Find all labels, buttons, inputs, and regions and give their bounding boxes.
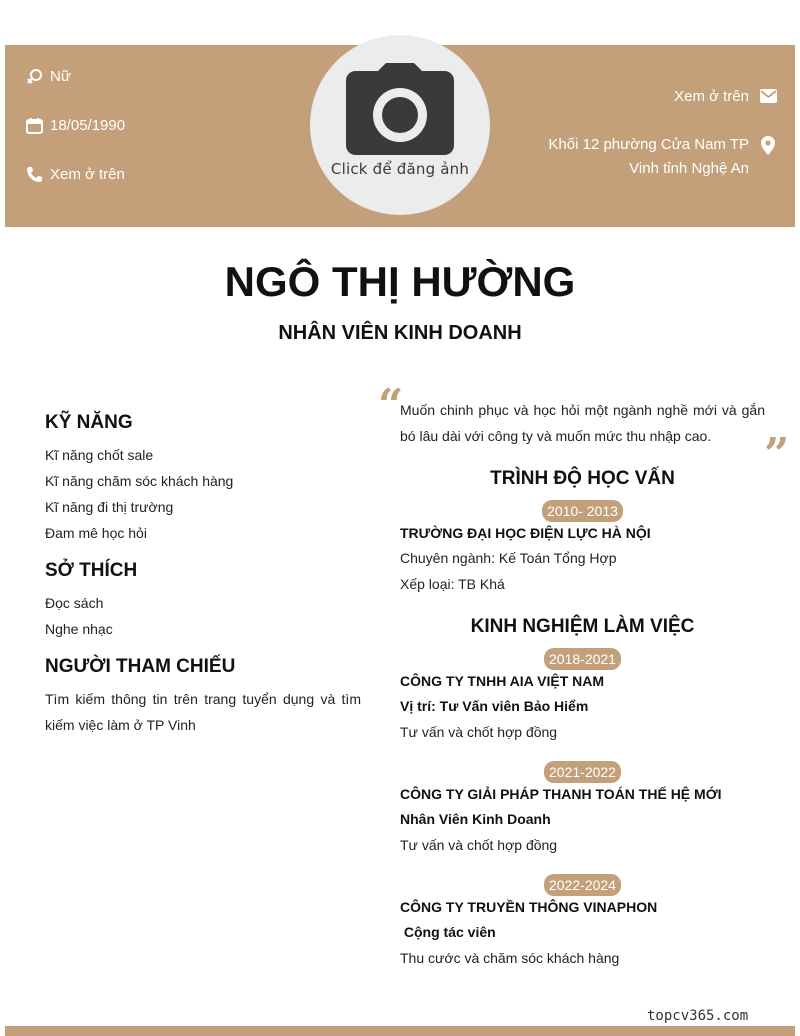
list-item: Nghe nhạc: [45, 621, 113, 637]
phone-row: [25, 165, 125, 183]
watermark: topcv365.com: [647, 1008, 749, 1024]
hobbies-section: [45, 560, 361, 642]
envelope-icon: [759, 87, 777, 105]
references-text: Tìm kiếm thông tin trên trang tuyển dụng và tìm kiếm việc làm ở TP Vinh: [45, 691, 361, 733]
experience-heading: KINH NGHIỆM LÀM VIỆC: [470, 616, 695, 637]
address-line-1: Khối 12 phường Cửa Nam TP: [548, 136, 749, 153]
candidate-name: NGÔ THỊ HƯỜNG: [224, 258, 576, 305]
list-item: Kĩ năng đi thị trường: [45, 499, 174, 515]
list-item: Đam mê học hỏi: [45, 525, 147, 541]
left-column: [45, 412, 361, 752]
job-duty: Tư vấn và chốt hợp đồng: [400, 837, 558, 853]
birthday-value: 18/05/1990: [50, 116, 126, 134]
job-period-badge: 2021-2022: [544, 761, 621, 783]
job-period-badge: 2018-2021: [544, 648, 621, 670]
hobbies-list: [45, 590, 361, 642]
birthday-row: [25, 116, 125, 134]
candidate-title: NHÂN VIÊN KINH DOANH: [278, 322, 522, 344]
references-section: [45, 656, 361, 738]
gender-row: [25, 67, 71, 85]
gender-icon: [25, 67, 43, 85]
education-period-row: [400, 500, 765, 522]
job-duty: Thu cước và chăm sóc khách hàng: [400, 950, 620, 966]
footer-band: [5, 1026, 795, 1036]
list-item: Kĩ năng chốt sale: [45, 447, 154, 463]
skills-heading: KỸ NĂNG: [45, 412, 133, 433]
camera-icon: [346, 61, 454, 155]
phone-value: Xem ở trên: [50, 165, 125, 183]
job-company: CÔNG TY TRUYỀN THÔNG VINAPHON: [400, 899, 658, 915]
skills-list: [45, 442, 361, 546]
job-period-row: [400, 648, 765, 670]
gender-value: Nữ: [50, 67, 71, 85]
job-period-row: [400, 874, 765, 896]
job-duty: Tư vấn và chốt hợp đồng: [400, 724, 558, 740]
job-position: Cộng tác viên: [400, 924, 496, 940]
skills-section: [45, 412, 361, 546]
career-objective: Muốn chinh phục và học hỏi một ngành nghề mới và gắn bó lâu dài với công ty và muốn mức thu nhập cao.: [400, 402, 765, 444]
address-text: [548, 133, 749, 181]
education-major: Chuyên ngành: Kế Toán Tổng Hợp: [400, 550, 617, 566]
job-position: Nhân Viên Kinh Doanh: [400, 811, 551, 827]
education-period-badge: 2010- 2013: [542, 500, 623, 522]
hobbies-heading: SỞ THÍCH: [45, 560, 138, 581]
phone-icon: [25, 165, 43, 183]
quote-open-icon: “: [378, 380, 404, 431]
job-company: CÔNG TY TNHH AIA VIỆT NAM: [400, 673, 605, 689]
job-period-badge: 2022-2024: [544, 874, 621, 896]
map-pin-icon: [759, 136, 777, 154]
quote-close-icon: ”: [764, 429, 790, 480]
education-heading: TRÌNH ĐỘ HỌC VẤN: [490, 468, 675, 489]
references-heading: NGƯỜI THAM CHIẾU: [45, 656, 236, 677]
list-item: Đọc sách: [45, 595, 104, 611]
email-value: Xem ở trên: [674, 87, 749, 105]
address-line-2: Vinh tỉnh Nghệ An: [629, 160, 749, 177]
job-position: Vị trí: Tư Vấn viên Bảo Hiểm: [400, 698, 589, 714]
education-school: TRƯỜNG ĐẠI HỌC ĐIỆN LỰC HÀ NỘI: [400, 525, 651, 541]
job-company: CÔNG TY GIẢI PHÁP THANH TOÁN THẾ HỆ MỚI: [400, 786, 722, 802]
education-grade: Xếp loại: TB Khá: [400, 576, 505, 592]
avatar-upload[interactable]: [310, 35, 490, 215]
list-item: Kĩ năng chăm sóc khách hàng: [45, 473, 234, 489]
job-period-row: [400, 761, 765, 783]
avatar-upload-label: Click để đăng ảnh: [330, 160, 470, 178]
calendar-icon: [25, 116, 43, 134]
